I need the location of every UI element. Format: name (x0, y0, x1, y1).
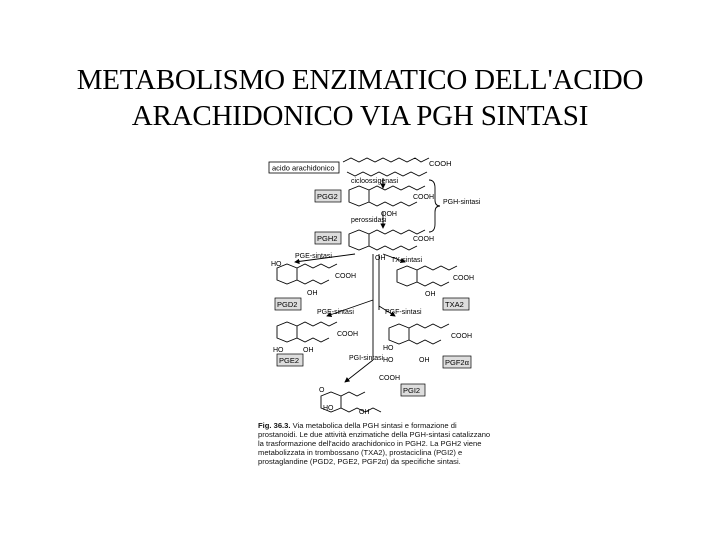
pgh-sintasi-label: PGH-sintasi (443, 199, 481, 206)
pgi-sintasi-label: PGI-sintasi (349, 355, 384, 362)
cooh-label-2: COOH (413, 194, 434, 201)
cooh-label-5: COOH (453, 275, 474, 282)
title-line-1: METABOLISMO ENZIMATICO DELL'ACIDO (76, 64, 644, 96)
pgh2-ring (349, 230, 369, 250)
slide-title (0, 62, 720, 134)
pgf2a-label: PGF2α (445, 358, 469, 367)
pgh2-label: PGH2 (317, 234, 338, 243)
cooh-label-8: COOH (379, 375, 400, 382)
cooh-label-3: COOH (413, 236, 434, 243)
ho-label-5: HO (323, 405, 334, 412)
oh-label-3: OH (425, 291, 436, 298)
oh-label-1: OH (375, 255, 386, 262)
pgg2-ring (349, 186, 369, 206)
arachidonic-chain-bottom (347, 172, 427, 176)
oh-label-6: OH (359, 409, 370, 416)
pge-sintasi-label-2: PGE-sintasi (317, 309, 354, 316)
pge2-ring (277, 322, 297, 342)
pgf2a-ring (389, 324, 409, 344)
txa2-ring (397, 266, 417, 286)
cooh-label-7: COOH (451, 333, 472, 340)
txa2-label: TXA2 (445, 300, 464, 309)
pge2-label: PGE2 (279, 356, 300, 365)
cooh-label-4: COOH (335, 273, 356, 280)
o-label: O (319, 387, 325, 394)
pgh-sintasi-brace (429, 180, 440, 232)
pgg2-label: PGG2 (317, 192, 338, 201)
oh-label-5: OH (419, 357, 430, 364)
pgd2-label: PGD2 (277, 300, 298, 309)
ho-label-3: HO (273, 347, 284, 354)
ooh-label: OOH (381, 211, 397, 218)
caption-lead: Fig. 36.3. (258, 421, 291, 430)
pgi2-label: PGI2 (403, 386, 421, 395)
cooh-label-6: COOH (337, 331, 358, 338)
cicloossigenasi-label: cicloossigenasi (351, 178, 399, 185)
cooh-label-1: COOH (429, 159, 452, 168)
figure-caption (258, 421, 496, 466)
pgf-sintasi-label: PGF-sintasi (385, 309, 422, 316)
ho-label-4: HO (383, 357, 394, 364)
oh-label-2: OH (307, 290, 318, 297)
start-label: acido arachidonico (272, 163, 335, 173)
title-line-2: ARACHIDONICO VIA PGH SINTASI (131, 100, 589, 132)
pge-sintasi-label-1: PGE-sintasi (295, 253, 332, 260)
ho-label-1: HO (271, 261, 282, 268)
ho-label-2: HO (383, 345, 394, 352)
tx-sintasi-label: TX-sintasi (391, 257, 423, 264)
arachidonic-chain-top (343, 158, 429, 162)
perossidasi-label: perossidasi (351, 217, 387, 224)
oh-label-4: OH (303, 347, 314, 354)
caption-text: Via metabolica della PGH sintasi e formazione di prostanoidi. Le due attività enzimatiche della PGH-sintasi catalizzano la trasformazione dell'acido arachidonico in PGH2. La PGH2 viene metabolizzata in trombossano (TXA2), prostaciclina (PGI2) e prostaglandine (PGD2, PGE2, PGF2α) da specifiche sintasi. (258, 421, 491, 466)
